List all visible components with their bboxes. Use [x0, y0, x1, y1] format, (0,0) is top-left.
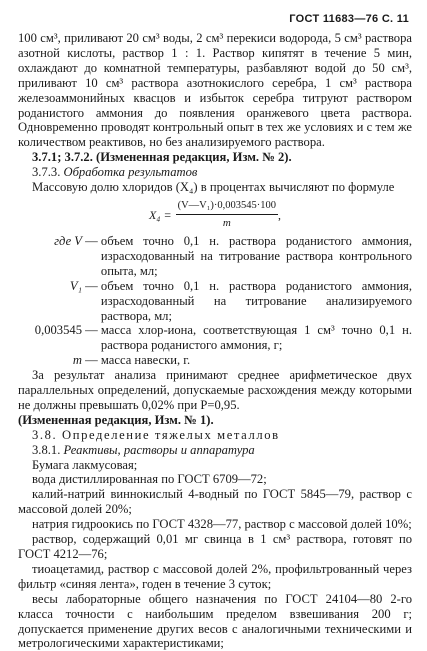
document-body	[18, 31, 412, 651]
definition-list	[18, 234, 412, 368]
definition-desc: масса навески, г.	[100, 353, 191, 368]
reagent-item: калий-натрий виннокислый 4-водный по ГОСТ 5845—79, раствор с массовой долей 20%;	[18, 487, 412, 517]
reagent-item: Бумага лакмусовая;	[32, 457, 138, 472]
definition-term: где V	[54, 233, 82, 248]
definition-dash: —	[82, 323, 101, 338]
formula-numerator: (V—V₁)·0,003545·100	[176, 199, 278, 216]
reagent-item: раствор, содержащий 0,01 мг свинца в 1 см³ раствора, готовят по ГОСТ 4212—76;	[18, 532, 412, 561]
definition-row	[18, 279, 412, 324]
definition-term: V₁	[69, 278, 82, 293]
paragraph-formula-intro: Массовую долю хлоридов (X₄) в процентах вычисляют по формуле	[32, 180, 395, 195]
definition-term: 0,003545	[34, 323, 82, 338]
formula	[18, 198, 412, 232]
page-header: ГОСТ 11683—76 С. 11	[289, 13, 409, 25]
definition-dash: —	[82, 278, 101, 293]
definition-dash: —	[82, 233, 101, 248]
paragraph-result-rule: За результат анализа принимают среднее арифметическое двух параллельных определений, допускаемые расхождения между которыми не должны превышать 0,02% при P=0,95.	[18, 368, 412, 412]
section-title: Обработка результатов	[63, 165, 198, 180]
paragraph-amendment-1: (Измененная редакция, Изм. № 1).	[18, 412, 214, 427]
paragraph-procedure: 100 см³, приливают 20 см³ воды, 2 см³ перекиси водорода, 5 см³ раствора азотной кислоты, раствор 1 : 1. Раствор кипятят в течение 5 мин, охлаждают до комнатной температуры, разбавляют водой до 50 см³, приливают 10 см³ раствора азотнокислого серебра, 1 см³ раствора железоаммонийных квасцов и избыток серебра титруют раствором роданистого аммония до появления оранжевого цвета раствора. Одновременно проводят контрольный опыт в тех же условиях и с тем же количеством реактивов, но без анализируемого раствора.	[18, 31, 412, 150]
subsection-heading-reagents	[18, 443, 412, 458]
subsection-number: 3.8.1.	[32, 442, 64, 457]
formula-fraction	[176, 199, 278, 232]
definition-dash: —	[82, 353, 101, 368]
definition-desc: масса хлор-иона, соответствующая 1 см³ точно 0,1 н. раствора роданистого аммония, г;	[100, 323, 412, 353]
formula-lhs: X₄ =	[148, 207, 172, 222]
subsection-title: Реактивы, растворы и аппаратура	[63, 442, 255, 457]
definition-row	[18, 353, 412, 368]
reagent-item: тиоацетамид, раствор с массовой долей 2%, профильтрованный через фильтр «синяя лента», годен в течение 3 суток;	[18, 561, 412, 591]
formula-denominator: m	[222, 217, 231, 230]
formula-tail: ,	[278, 207, 282, 222]
section-number: 3.7.3.	[32, 165, 64, 180]
definition-row	[18, 234, 412, 279]
section-heading-heavy-metals: 3.8. Определение тяжелых металлов	[32, 427, 280, 442]
definition-desc: объем точно 0,1 н. раствора роданистого аммония, израсходованный на титрование раствора контрольного опыта, мл;	[100, 233, 412, 278]
definition-term: m	[72, 353, 82, 368]
paragraph-amendment-2: 3.7.1; 3.7.2. (Измененная редакция, Изм. № 2).	[32, 150, 292, 165]
reagent-item: весы лабораторные общего назначения по ГОСТ 24104—80 2-го класса точности с наибольшим пределом взвешивания 200 г; допускается применение других весов с аналогичными техническими и метрологическими характеристиками;	[18, 591, 412, 651]
definition-desc: объем точно 0,1 н. раствора роданистого аммония, израсходованный на титрование анализируемого раствора, мл;	[100, 278, 412, 323]
definition-row	[18, 323, 412, 353]
section-heading-results	[18, 165, 412, 180]
reagent-item: вода дистиллированная по ГОСТ 6709—72;	[32, 472, 267, 487]
reagent-item: натрия гидроокись по ГОСТ 4328—77, раствор с массовой долей 10%;	[32, 517, 412, 532]
